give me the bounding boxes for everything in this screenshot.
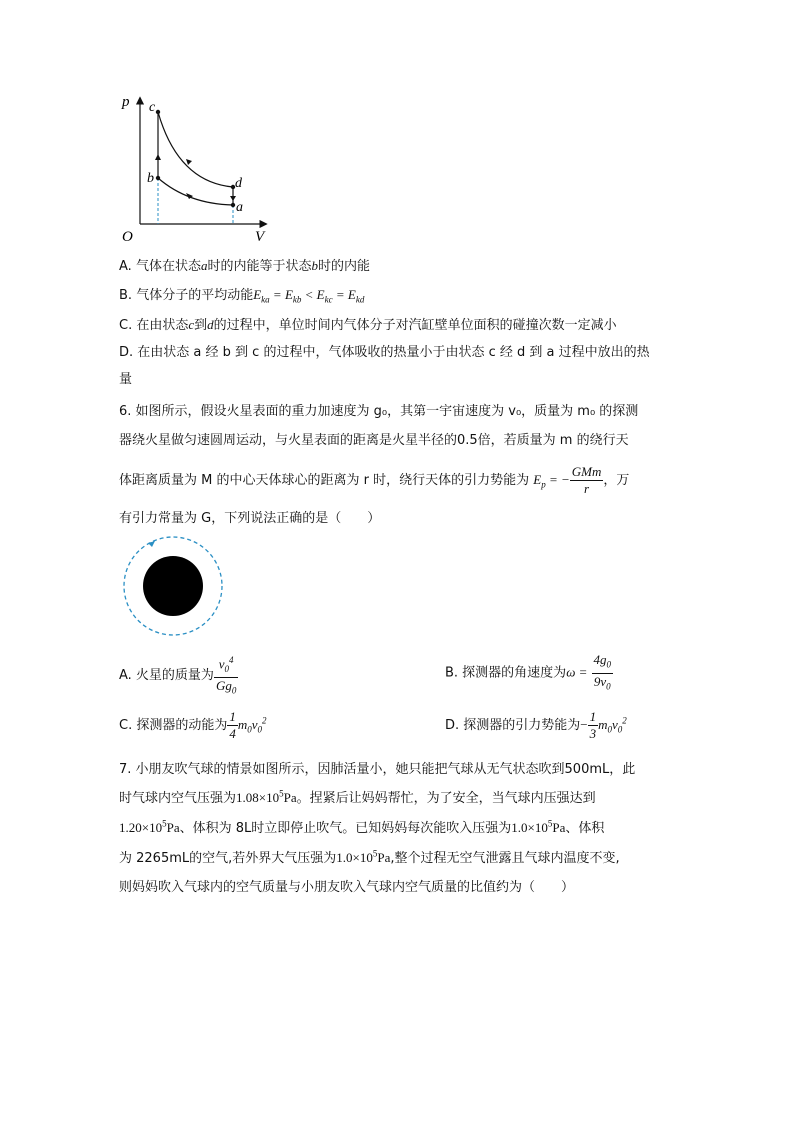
label-c: c (149, 100, 156, 115)
q6-option-d: D. 探测器的引力势能为− $\frac{1}{3}$ $m_0v_0^2$ (445, 709, 627, 741)
frac-gmm-r: $\frac{\text{GMm}}{r}$ (571, 464, 602, 496)
label-origin: O (122, 229, 133, 244)
formula-ek: $E_{ka} = E_{kb} < E_{kc} = E_{kd}$ (253, 287, 365, 305)
orbit-diagram (120, 535, 226, 639)
q6-line3: 体距离质量为 M 的中心天体球心的距离为 r 时，绕行天体的引力势能为 $E_p$ = − $\frac{\text{GMm}}{r}$ ，万 (119, 464, 630, 496)
q5-option-a: A. 气体在状态a时的内能等于状态b时的内能 (119, 258, 370, 274)
formula-ep: $E_p$ = − (533, 472, 570, 490)
q7-line3: $1.20\times 10^5Pa$、体积为 8L时立即停止吹气。已知妈妈每次能吹入压强为$1.0\times 10^5Pa$、体积 (119, 818, 605, 836)
label-a: a (236, 200, 243, 215)
label-b: b (147, 171, 154, 186)
q5-option-c: C. 在由状态c到d的过程中，单位时间内气体分子对汽缸壁单位面积的碰撞次数一定减小 (119, 317, 617, 333)
q6-line4: 有引力常量为 G，下列说法正确的是（ ） (119, 511, 381, 526)
q5-option-d: D. 在由状态 a 经 b 到 c 的过程中，气体吸收的热量小于由状态 c 经 d 到 a 过程中放出的热 (119, 345, 650, 360)
q7-line1: 7. 小朋友吹气球的情景如图所示，因肺活量小，她只能把气球从无气状态吹到500mL，此 (119, 762, 636, 777)
q5-option-b: B. 气体分子的平均动能$E_{ka} = E_{kb} < E_{kc} = E_{kd}$ (119, 287, 365, 305)
process-ab (158, 178, 233, 205)
mars-body (143, 556, 203, 616)
q7-line4: 为 2265mL的空气,若外界大气压强为$1.0\times 10^5Pa$,整个过程无空气泄露且气球内温度不变, (119, 848, 620, 866)
q7-line5: 则妈妈吹入气球内的空气质量与小朋友吹入气球内空气质量的比值约为（ ） (119, 880, 575, 895)
q6-option-b: B. 探测器的角速度为ω = $\frac{4g_0}{9v_0}$ (445, 652, 612, 692)
q6-option-a: A. 火星的质量为 $\frac{v_0^4}{Gg_0}$ (119, 652, 238, 699)
label-v: V (255, 229, 265, 244)
pv-diagram (118, 92, 278, 244)
q6-line1: 6. 如图所示，假设火星表面的重力加速度为 g₀，其第一宇宙速度为 v₀，质量为 m₀ 的探测 (119, 404, 639, 419)
process-cd (158, 112, 233, 187)
q5-option-d-cont: 量 (119, 372, 133, 387)
q7-line2: 时气球内空气压强为$1.08\times 10^5Pa$。捏紧后让妈妈帮忙，为了安全，当气球内压强达到 (119, 788, 596, 806)
q6-line2: 器绕火星做匀速圆周运动，与火星表面的距离是火星半径的0.5倍，若质量为 m 的绕行天 (119, 433, 629, 448)
orbit-arrow (148, 541, 155, 547)
label-d: d (235, 176, 242, 191)
label-p: p (122, 94, 130, 110)
q6-option-c: C. 探测器的动能为 $\frac{1}{4}$ $m_0v_0^2$ (119, 709, 267, 741)
